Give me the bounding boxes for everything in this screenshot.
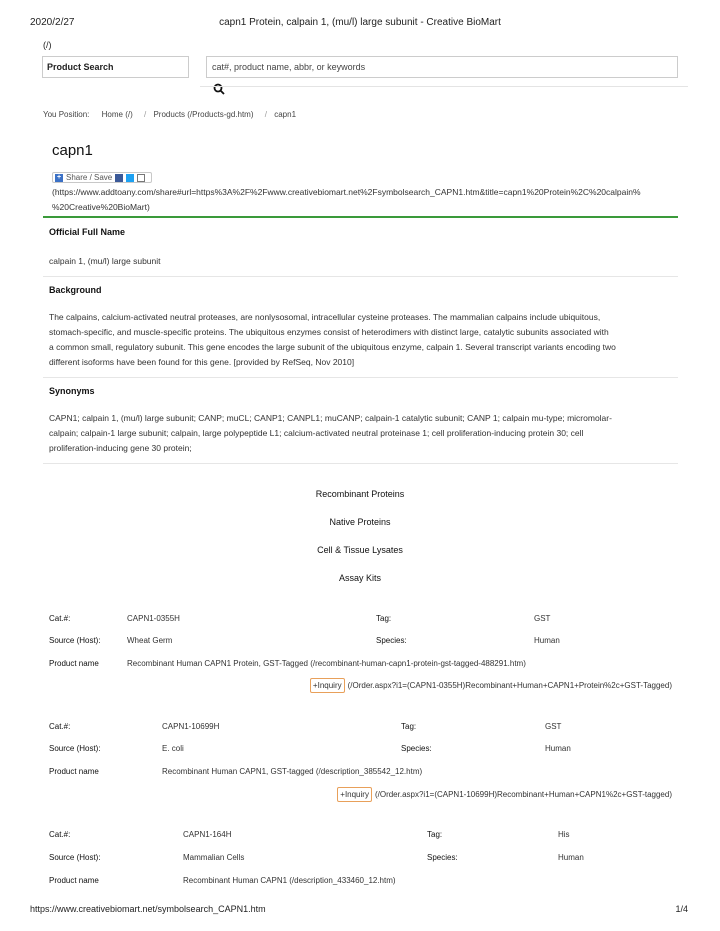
inquiry-button[interactable]: +Inquiry xyxy=(337,787,372,802)
share-url[interactable]: (https://www.addtoany.com/share#url=https%3A%2F%2Fwww.creativebiomart.net%2Fsymbolsearch_CAPN1.htm&title=capn1%20Protein%2C%20calpain% %20Creative%20BioMart) xyxy=(52,187,641,212)
product-name-label: Product name xyxy=(49,767,99,776)
species-value: Human xyxy=(558,853,584,862)
category-assay-kits[interactable]: Assay Kits xyxy=(338,573,381,583)
breadcrumb-prefix: You Position: xyxy=(43,110,90,119)
cat-label: Cat.#: xyxy=(49,614,71,623)
breadcrumb-current: capn1 xyxy=(274,110,297,119)
product-name-link[interactable]: Recombinant Human CAPN1 (/description_433460_12.htm) xyxy=(183,876,396,885)
product-name-link[interactable]: Recombinant Human CAPN1, GST-tagged (/description_385542_12.htm) xyxy=(162,767,423,776)
background-heading: Background xyxy=(49,285,102,295)
official-full-name-heading: Official Full Name xyxy=(49,227,126,237)
tag-value: GST xyxy=(545,722,562,731)
print-date: 2020/2/27 xyxy=(30,17,75,28)
share-label: Share / Save xyxy=(66,173,113,182)
synonyms-text: CAPN1; calpain 1, (mu/l) large subunit; CANP; muCL; CANP1; CANPL1; muCANP; calpain-1 catalytic subunit; CANP 1; calpain mu-type; micromolar- calpain; calpain-1 large subunit; calpain, large polypeptide L1; calcium-activated neutral proteinase 1; cell proliferation-inducing protein 30; cell proliferation-inducing gene 30 protein; xyxy=(49,413,612,453)
breadcrumb-home[interactable]: Home (/) xyxy=(101,110,133,119)
home-root-link[interactable]: (/) xyxy=(43,40,52,50)
inquiry-row xyxy=(310,678,672,693)
cat-label: Cat.#: xyxy=(49,830,71,839)
twitter-icon[interactable] xyxy=(126,174,134,182)
cat-label: Cat.#: xyxy=(49,722,71,731)
species-value: Human xyxy=(545,744,571,753)
source-value: Wheat Germ xyxy=(127,636,173,645)
source-value: E. coli xyxy=(162,744,184,753)
tag-value: His xyxy=(558,830,570,839)
inquiry-button[interactable]: +Inquiry xyxy=(310,678,345,693)
synonyms-heading: Synonyms xyxy=(49,386,95,396)
breadcrumb-separator: / xyxy=(144,110,147,119)
official-full-name-text: calpain 1, (mu/l) large subunit xyxy=(49,256,161,266)
search-icon[interactable] xyxy=(213,82,227,96)
section-divider xyxy=(43,276,678,277)
content-top-border xyxy=(43,216,678,218)
source-value: Mammalian Cells xyxy=(183,853,245,862)
breadcrumb-products[interactable]: Products (/Products-gd.htm) xyxy=(153,110,254,119)
category-recombinant-proteins[interactable]: Recombinant Proteins xyxy=(315,489,405,499)
share-external-icon[interactable] xyxy=(137,174,145,182)
inquiry-url[interactable]: (/Order.aspx?i1=(CAPN1-10699H)Recombinant+Human+CAPN1%2c+GST-tagged) xyxy=(374,790,672,799)
product-name-link[interactable]: Recombinant Human CAPN1 Protein, GST-Tagged (/recombinant-human-capn1-protein-gst-tagged-488291.htm) xyxy=(127,659,526,668)
cat-value: CAPN1-164H xyxy=(183,830,232,839)
category-native-proteins[interactable]: Native Proteins xyxy=(329,517,391,527)
product-name-label: Product name xyxy=(49,876,99,885)
product-name-label: Product name xyxy=(49,659,99,668)
tag-label: Tag: xyxy=(401,722,417,731)
section-divider xyxy=(43,377,678,378)
header-divider xyxy=(200,86,688,87)
page-title: capn1 xyxy=(52,142,93,159)
background-text: The calpains, calcium-activated neutral proteases, are nonlysosomal, intracellular cysteine proteases. The mammalian calpains include ubiquitous, stomach-specific, and muscle-specific proteins. The ubiquitous enzymes consist of heterodimers with distinct large, catalytic subunits associated with a common small, regulatory subunit. This gene encodes the large subunit of the ubiquitous enzyme, calpain 1. Several transcript variants encoding two different isoforms have been found for this gene. [provided by RefSeq, Nov 2010] xyxy=(49,312,616,367)
species-label: Species: xyxy=(427,853,458,862)
section-divider xyxy=(43,463,678,464)
inquiry-row xyxy=(337,787,672,802)
inquiry-url[interactable]: (/Order.aspx?i1=(CAPN1-0355H)Recombinant+Human+CAPN1+Protein%2c+GST-Tagged) xyxy=(347,681,672,690)
source-label: Source (Host): xyxy=(49,636,101,645)
print-doc-title: capn1 Protein, calpain 1, (mu/l) large subunit - Creative BioMart xyxy=(219,17,501,28)
product-search-label: Product Search xyxy=(42,56,189,78)
species-label: Species: xyxy=(401,744,432,753)
category-cell-tissue-lysates[interactable]: Cell & Tissue Lysates xyxy=(317,545,403,555)
species-value: Human xyxy=(534,636,560,645)
breadcrumb-separator: / xyxy=(264,110,267,119)
share-save-button[interactable] xyxy=(52,172,152,183)
breadcrumb xyxy=(43,110,300,119)
cat-value: CAPN1-0355H xyxy=(127,614,180,623)
source-label: Source (Host): xyxy=(49,744,101,753)
tag-value: GST xyxy=(534,614,551,623)
print-footer-url: https://www.creativebiomart.net/symbolsearch_CAPN1.htm xyxy=(30,904,266,914)
facebook-icon[interactable] xyxy=(115,174,123,182)
tag-label: Tag: xyxy=(427,830,443,839)
plus-icon: + xyxy=(56,173,62,181)
cat-value: CAPN1-10699H xyxy=(162,722,220,731)
tag-label: Tag: xyxy=(376,614,392,623)
print-page-number: 1/4 xyxy=(675,904,688,914)
source-label: Source (Host): xyxy=(49,853,101,862)
search-input[interactable]: cat#, product name, abbr, or keywords xyxy=(206,56,678,78)
species-label: Species: xyxy=(376,636,407,645)
